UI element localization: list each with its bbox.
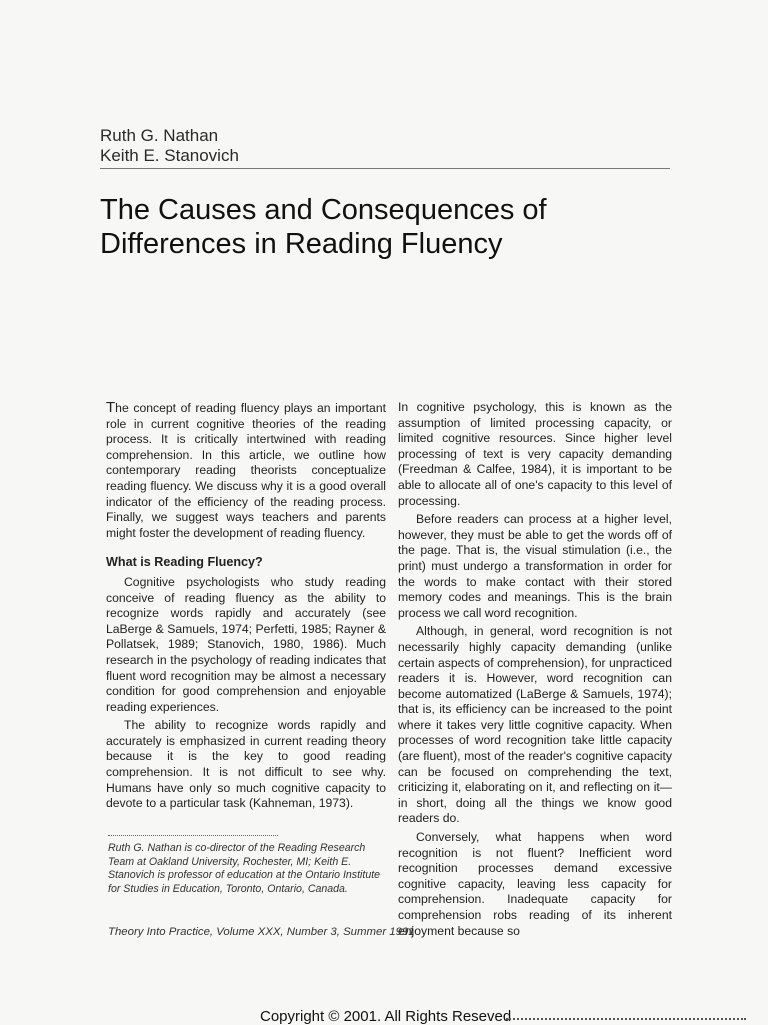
body-paragraph: The ability to recognize words rapidly and accurately is emphasized in current reading theory because it is the key to good reading comprehension. It is not difficult to see why. Humans have only so much cognitive capacity to devote to a particular task (Kahneman, 1973). — [106, 718, 386, 811]
title-line: Differences in Reading Fluency — [100, 228, 503, 260]
intro-initial: T — [106, 399, 116, 416]
journal-citation: Theory Into Practice, Volume XXX, Number 3, Summer 1991 — [108, 926, 415, 938]
footnote-divider — [108, 835, 278, 836]
body-paragraph: Conversely, what happens when word recognition is not fluent? Inefficient word recognition processes demand excessive cognitive capacity, leaving less capacity for comprehension. Inadequate capacity for comprehension robs reading of its inherent enjoyment because so — [398, 830, 672, 938]
copyright-notice: Copyright © 2001. All Rights Reseved — [260, 1008, 512, 1025]
title-line: The Causes and Consequences of — [100, 194, 547, 226]
body-paragraph: In cognitive psychology, this is known as the assumption of limited processing capacity, or limited cognitive resources. Since higher level processing of text is very capacity demanding (Freedman & Calfee, 1984), it is important to be able to allocate all of one's capacity to this level of processing. — [398, 400, 672, 508]
body-paragraph: Before readers can process at a higher level, however, they must be able to get the words off of the page. That is, the visual stimulation (i.e., the print) must undergo a transformation in order for the words to make contact with their stored memory codes and meanings. This is the brain process we call word recognition. — [398, 512, 672, 620]
author-divider — [100, 168, 670, 169]
section-heading: What is Reading Fluency? — [106, 555, 263, 570]
left-column — [106, 400, 386, 815]
intro-paragraph: The concept of reading fluency plays an important role in current cognitive theories of the reading process. It is critically intertwined with reading comprehension. In this article, we outline how contemporary reading theorists conceptualize reading fluency. We discuss why it is a good overall indicator of the efficiency of the reading process. Finally, we suggest ways teachers and parents might foster the development of reading fluency. — [106, 399, 386, 540]
right-column — [398, 400, 672, 942]
article-title — [100, 193, 660, 261]
author-list — [100, 126, 239, 166]
author-footnote: Ruth G. Nathan is co-director of the Reading Research Team at Oakland University, Rochester, MI; Keith E. Stanovich is professor of education at the Ontario Institute for Studies in Education, Toronto, Ontario, Canada. — [108, 842, 381, 895]
body-paragraph: Cognitive psychologists who study reading conceive of reading fluency as the ability to recognize words rapidly and accurately (see LaBerge & Samuels, 1974; Perfetti, 1985; Rayner & Pollatsek, 1989; Stanovich, 1980, 1986). Much research in the psychology of reading indicates that fluent word recognition may be almost a necessary condition for good comprehension and enjoyable reading experiences. — [106, 574, 386, 714]
body-paragraph: Although, in general, word recognition is not necessarily highly capacity demanding (unlike certain aspects of comprehension), for unpracticed readers it is. However, word recognition can become automatized (LaBerge & Samuels, 1974); that is, its efficiency can be increased to the point where it takes very little cognitive capacity. When processes of word recognition take little capacity (are fluent), most of the reader's cognitive capacity can be focused on comprehending the text, criticizing it, elaborating on it, and reflecting on it—in short, doing all the things we know good readers do. — [398, 624, 672, 826]
author-name: Keith E. Stanovich — [100, 146, 239, 165]
copyright-dotted-rule — [506, 1018, 746, 1020]
author-name: Ruth G. Nathan — [100, 126, 219, 145]
